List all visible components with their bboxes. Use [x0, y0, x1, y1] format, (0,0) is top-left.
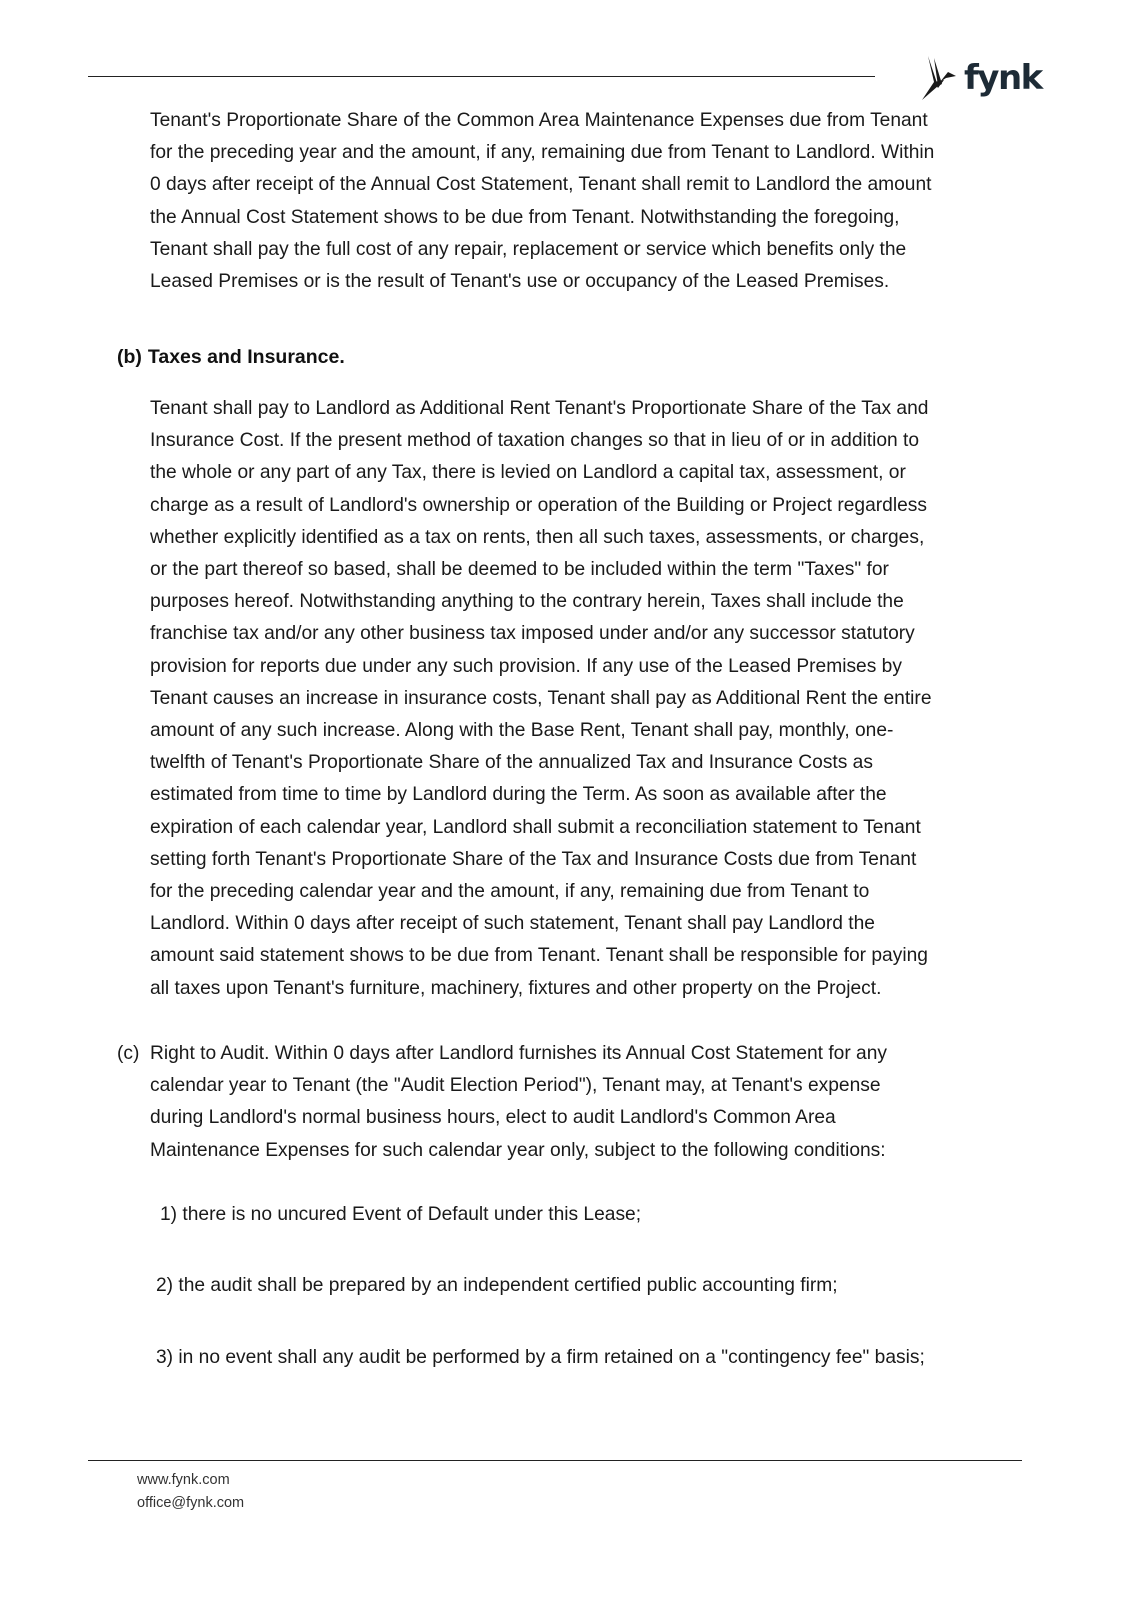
text-line: Tenant shall pay the full cost of any repair, replacement or service which benefits only the [150, 238, 907, 260]
text-line: during Landlord's normal business hours, elect to audit Landlord's Common Area [150, 1107, 836, 1129]
text-line: Tenant causes an increase in insurance costs, Tenant shall pay as Additional Rent the entire [150, 687, 932, 709]
text-line: twelfth of Tenant's Proportionate Share of the annualized Tax and Insurance Costs as [150, 752, 873, 774]
text-line: amount said statement shows to be due from Tenant. Tenant shall be responsible for paying [150, 945, 928, 967]
condition-item-1: 1) there is no uncured Event of Default under this Lease; [160, 1204, 642, 1225]
text-line: franchise tax and/or any other business tax imposed under and/or any successor statutory [150, 623, 915, 645]
section-b-heading [117, 346, 345, 369]
logo-text: fynk [964, 58, 1042, 98]
text-line: the whole or any part of any Tax, there is levied on Landlord a capital tax, assessment, or [150, 462, 906, 484]
text-line: amount of any such increase. Along with the Base Rent, Tenant shall pay, monthly, one- [150, 720, 894, 742]
section-b-paragraph [150, 393, 1020, 1005]
footer-website-link[interactable]: www.fynk.com [137, 1472, 230, 1488]
text-line: charge as a result of Landlord's ownership or operation of the Building or Project regardless [150, 494, 927, 516]
text-line: for the preceding year and the amount, if any, remaining due from Tenant to Landlord. Within [150, 142, 935, 164]
text-line: Right to Audit. Within 0 days after Landlord furnishes its Annual Cost Statement for any [150, 1043, 887, 1064]
condition-item-2: 2) the audit shall be prepared by an independent certified public accounting firm; [156, 1275, 838, 1296]
text-line: Tenant's Proportionate Share of the Common Area Maintenance Expenses due from Tenant [150, 110, 928, 131]
text-line: calendar year to Tenant (the "Audit Election Period"), Tenant may, at Tenant's expense [150, 1075, 881, 1097]
text-line: Insurance Cost. If the present method of taxation changes so that in lieu of or in addition to [150, 430, 920, 452]
origami-bird-icon [918, 52, 962, 104]
text-line: Leased Premises or is the result of Tenant's use or occupancy of the Leased Premises. [150, 271, 890, 293]
text-line: Landlord. Within 0 days after receipt of such statement, Tenant shall pay Landlord the [150, 913, 875, 935]
text-line: expiration of each calendar year, Landlord shall submit a reconciliation statement to Tenant [150, 816, 921, 838]
intro-paragraph [150, 105, 1020, 298]
text-line: estimated from time to time by Landlord during the Term. As soon as available after the [150, 784, 887, 806]
fynk-logo [918, 52, 1042, 104]
text-line: or the part thereof so based, shall be deemed to be included within the term "Taxes" for [150, 559, 889, 581]
section-b-title: Taxes and Insurance. [147, 346, 345, 368]
text-line: provision for reports due under any such provision. If any use of the Leased Premises by [150, 655, 902, 677]
footer-rule [88, 1460, 1022, 1461]
text-line: Tenant shall pay to Landlord as Additional Rent Tenant's Proportionate Share of the Tax and [150, 398, 929, 419]
text-line: the Annual Cost Statement shows to be due from Tenant. Notwithstanding the foregoing, [150, 206, 900, 228]
text-line: for the preceding calendar year and the amount, if any, remaining due from Tenant to [150, 881, 870, 903]
text-line: purposes hereof. Notwithstanding anything to the contrary herein, Taxes shall include the [150, 591, 904, 613]
footer-email-link[interactable]: office@fynk.com [137, 1495, 245, 1511]
text-line: setting forth Tenant's Proportionate Share of the Tax and Insurance Costs due from Tenant [150, 848, 917, 870]
text-line: all taxes upon Tenant's furniture, machinery, fixtures and other property on the Project. [150, 977, 882, 999]
section-b-label: (b) [117, 346, 142, 368]
text-line: Maintenance Expenses for such calendar year only, subject to the following conditions: [150, 1139, 886, 1161]
text-line: whether explicitly identified as a tax on rents, then all such taxes, assessments, or charges, [150, 526, 925, 548]
header-rule [88, 76, 875, 77]
section-c-label: (c) [117, 1043, 140, 1064]
section-c-paragraph [150, 1038, 1020, 1167]
text-line: 0 days after receipt of the Annual Cost Statement, Tenant shall remit to Landlord the amount [150, 174, 932, 196]
condition-item-3: 3) in no event shall any audit be performed by a firm retained on a "contingency fee" basis; [156, 1347, 925, 1368]
